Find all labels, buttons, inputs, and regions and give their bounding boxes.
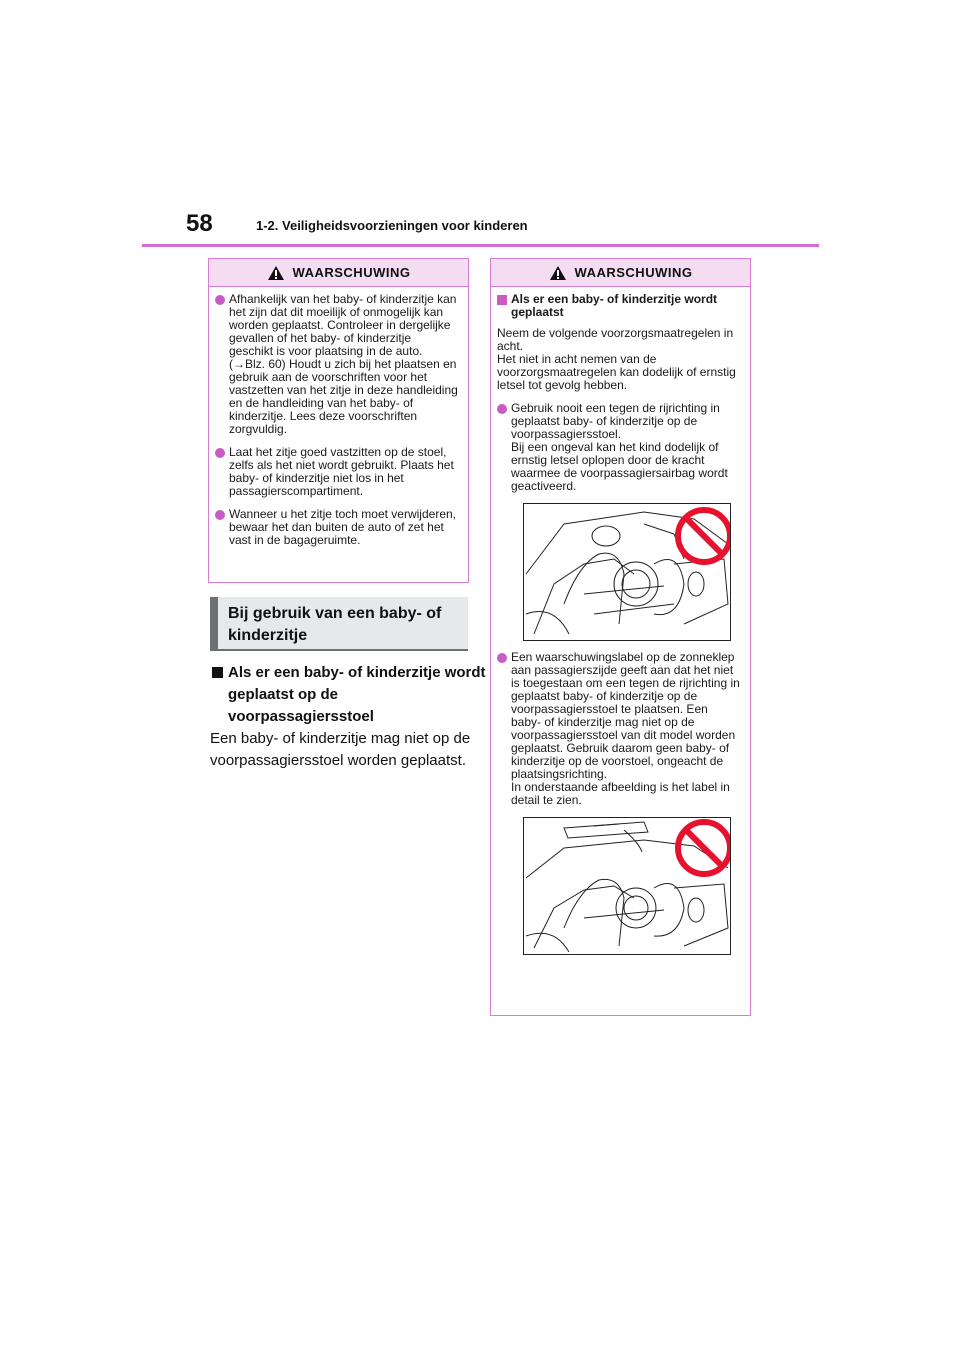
- bullet-text: In onderstaande afbeelding is het label in detail te zien.: [511, 780, 730, 807]
- warning-triangle-icon: [549, 265, 567, 281]
- bullet-text: Bij een ongeval kan het kind dodelijk of ernstig letsel oplopen door de kracht waarmee de voorpassagiersairbag wordt geactiveerd.: [511, 440, 728, 493]
- bullet-text: Afhankelijk van het baby- of kinderzitje kan het zijn dat dit moeilijk of onmogelijk kan worden geplaatst. Controleer in dergelijke gevallen of het baby- of kinderzitje geschikt is voor plaatsing in de auto. (→Blz. 60) Houdt u zich bij het plaatsen en gebruik aan de voorschriften voor het vastzetten van het zitje in deze handleiding en de handleiding van het baby- of kinderzitje. Lees deze voorschriften zorgvuldig.: [229, 292, 458, 436]
- page-number: 58: [186, 210, 213, 237]
- prohibition-sign-icon: [678, 822, 730, 874]
- car-interior-label-drawing: [524, 818, 730, 954]
- warning-subheading-text: Als er een baby- of kinderzitje wordt geplaatst: [511, 292, 718, 319]
- left-warning-box: [208, 258, 469, 583]
- warning-bullet: [215, 446, 458, 498]
- bullet-text: Gebruik nooit een tegen de rijrichting in geplaatst baby- of kinderzitje op de voorpassagiersstoel.: [511, 401, 720, 441]
- header-rule: [142, 244, 819, 247]
- subsection-title: Bij gebruik van een baby- of kinderzitje: [210, 597, 468, 651]
- bullet-text: Laat het zitje goed vastzitten op de stoel, zelfs als het niet wordt gebruikt. Plaats het baby- of kinderzitje niet los in het passagierscompartiment.: [229, 445, 454, 498]
- bullet-dot-icon: [215, 510, 225, 520]
- main-text: Een baby- of kinderzitje mag niet op de voorpassagiersstoel worden geplaatst.: [210, 730, 471, 769]
- warning-header: [209, 259, 468, 287]
- square-bullet-icon: [497, 295, 507, 305]
- main-heading-text: Als er een baby- of kinderzitje wordt geplaatst op de voorpassagiersstoel: [228, 664, 486, 725]
- bullet-dot-icon: [215, 448, 225, 458]
- warning-header: [491, 259, 750, 287]
- warning-title: WAARSCHUWING: [292, 265, 411, 280]
- airbag-illustration: [523, 503, 731, 641]
- bullet-dot-icon: [215, 295, 225, 305]
- sunvisor-label-illustration: [523, 817, 731, 955]
- warning-bullet: [215, 508, 458, 547]
- warning-intro: [497, 327, 740, 392]
- bullet-dot-icon: [497, 404, 507, 414]
- warning-triangle-icon: [267, 265, 285, 281]
- bullet-text: Een waarschuwingslabel op de zonneklep aan passagierszijde geeft aan dat het niet is toegestaan om een tegen de rijrichting in geplaatst baby- of kinderzitje op de voorpassagiersstoel te plaatsen. Een baby- of kinderzitje mag niet op de voorpassagiersstoel van dit model worden geplaatst. Gebruik daarom geen baby- of kinderzitje op de voorstoel, ongeacht de plaatsingsrichting.: [511, 650, 740, 781]
- warning-subheading: [497, 293, 740, 319]
- warning-bullet: [215, 293, 458, 436]
- warning-body: [209, 287, 468, 565]
- square-bullet-icon: [212, 667, 223, 678]
- intro-line: Het niet in acht nemen van de voorzorgsmaatregelen kan dodelijk of ernstig letsel tot gevolg hebben.: [497, 352, 736, 392]
- section-header: 1-2. Veiligheidsvoorzieningen voor kinderen: [256, 218, 528, 233]
- bullet-text: Wanneer u het zitje toch moet verwijderen, bewaar het dan buiten de auto of zet het vast in de bagageruimte.: [229, 507, 456, 547]
- intro-line: Neem de volgende voorzorgsmaatregelen in acht.: [497, 326, 734, 353]
- right-warning-box: [490, 258, 751, 1016]
- warning-title: WAARSCHUWING: [574, 265, 693, 280]
- bullet-dot-icon: [497, 653, 507, 663]
- car-interior-drawing: [524, 504, 730, 640]
- warning-bullet: [497, 651, 740, 807]
- prohibition-sign-icon: [678, 510, 730, 562]
- warning-bullet: [497, 402, 740, 493]
- main-heading: [212, 662, 488, 728]
- warning-body: [491, 287, 750, 973]
